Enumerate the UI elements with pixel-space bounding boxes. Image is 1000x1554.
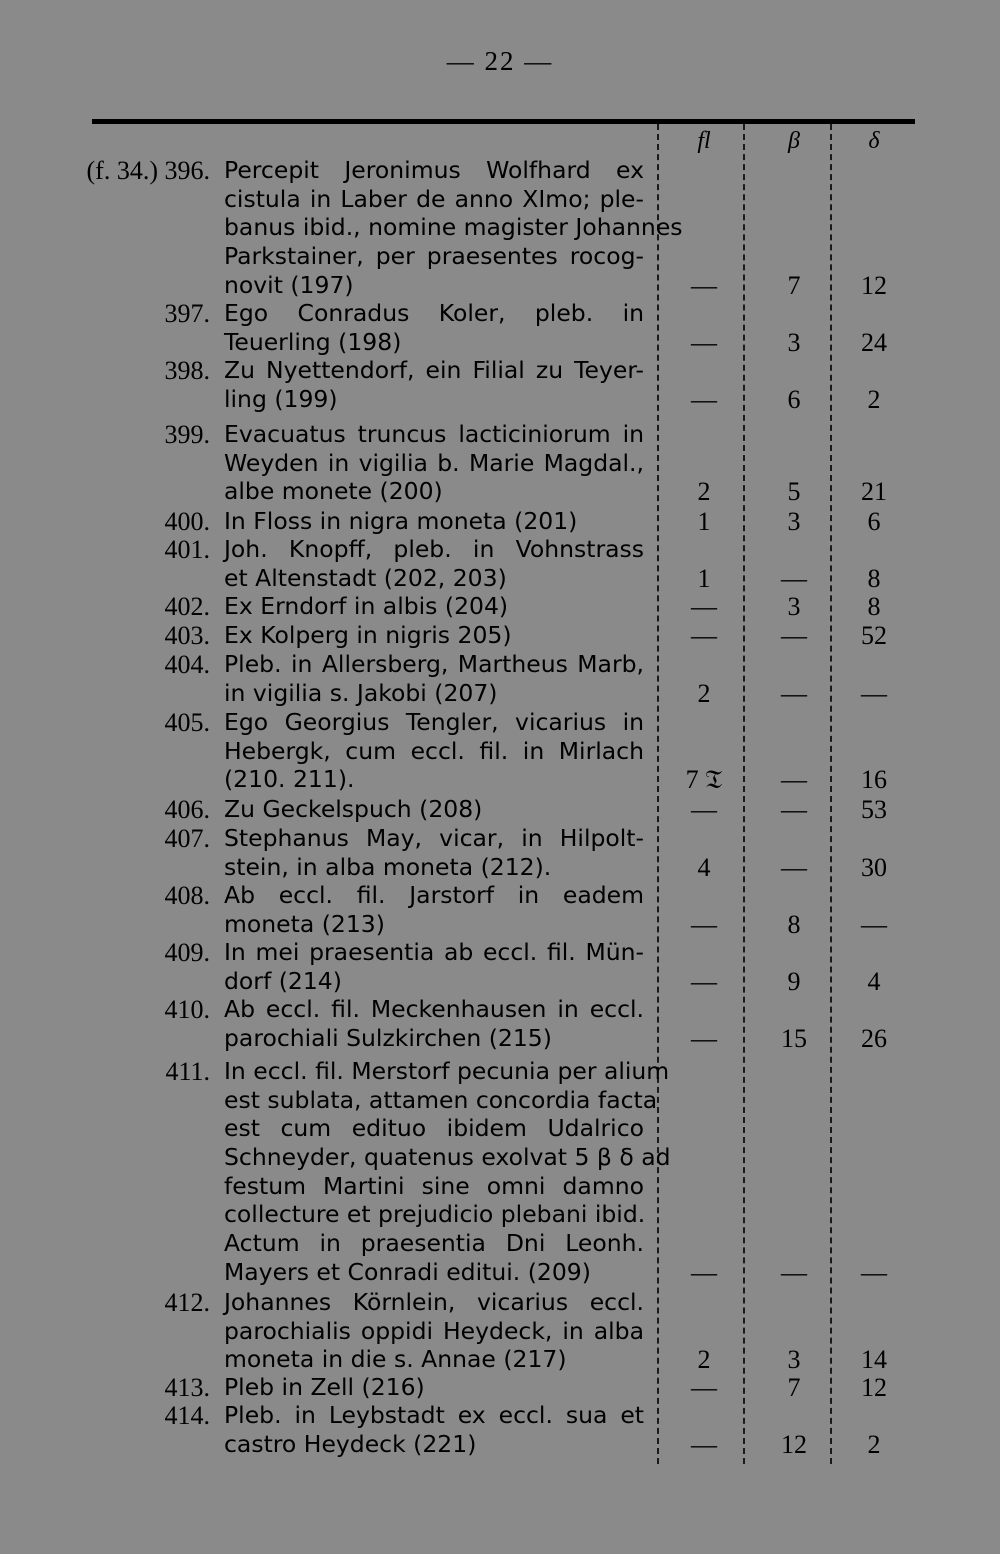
amount-gulden: — — [691, 327, 717, 357]
amount-denar: 2 — [867, 1429, 881, 1459]
amount-denar: — — [861, 1257, 887, 1287]
entry-text-line: et Altenstadt (202, 203) — [224, 563, 507, 592]
amount-shilling: 6 — [787, 384, 801, 414]
amount-gulden: — — [691, 384, 717, 414]
entry-number: 404. — [164, 650, 210, 679]
entry-text-line: Ego Georgius Tengler, vicarius in — [224, 708, 644, 736]
entry-number: 398. — [164, 356, 210, 385]
entry-text-line: Pleb. in Allersberg, Martheus Marb, — [224, 650, 644, 678]
entry-text — [224, 708, 644, 794]
column-divider — [657, 124, 660, 1464]
entry-text — [224, 299, 644, 356]
entry-text-line: Ex Erndorf in albis (204) — [224, 592, 509, 620]
amount-denar: 53 — [861, 795, 887, 824]
entry-text-line: Weyden in vigilia b. Marie Magdal., — [224, 448, 644, 477]
entry-number: 414. — [164, 1401, 210, 1430]
amount-gulden: 1 — [697, 563, 711, 593]
amount-gulden: — — [691, 909, 717, 939]
entry-number: (f. 34.) 396. — [86, 156, 210, 185]
entry-text-line: Percepit Jeronimus Wolfhard ex — [224, 156, 644, 184]
amount-shilling: — — [781, 1257, 807, 1287]
entry-number: 409. — [164, 938, 210, 967]
entry-text — [224, 592, 644, 621]
amount-shilling: 7 — [787, 1373, 801, 1402]
entry-text — [224, 1401, 644, 1458]
entry-text-line: moneta in die s. Annae (217) — [224, 1345, 567, 1374]
entry-text-line: Pleb. in Leybstadt ex eccl. sua et — [224, 1401, 644, 1429]
entry-text — [224, 507, 644, 536]
entry-text-line: dorf (214) — [224, 966, 342, 995]
entry-number: 410. — [164, 995, 210, 1024]
amount-gulden: — — [691, 1257, 717, 1287]
amount-gulden: 2 — [697, 678, 711, 708]
entry-text-line: Joh. Knopff, pleb. in Vohnstrass — [224, 535, 644, 563]
entry-text-line: Ex Kolperg in nigris 205) — [224, 621, 512, 649]
amount-denar: 16 — [861, 765, 887, 795]
entry-text-line: moneta (213) — [224, 909, 385, 938]
column-header-fl: fl — [697, 128, 711, 154]
amount-denar: 21 — [861, 477, 887, 507]
entry-text — [224, 156, 683, 299]
entry-text-line: Zu Geckelspuch (208) — [224, 795, 483, 823]
amount-shilling: 12 — [781, 1429, 807, 1459]
amount-denar: — — [861, 678, 887, 708]
entry-number: 401. — [164, 535, 210, 564]
entry-text — [224, 1057, 671, 1287]
entry-text-line: collecture et prejudicio plebani ibid. — [224, 1200, 646, 1229]
entry-text-line: ling (199) — [224, 384, 338, 413]
entry-text-line: castro Heydeck (221) — [224, 1429, 477, 1458]
amount-gulden: 1 — [697, 507, 711, 536]
entry-text-line: In Floss in nigra moneta (201) — [224, 507, 578, 535]
amount-denar: 12 — [861, 1373, 887, 1402]
entry-number: 407. — [164, 824, 210, 853]
entry-number: 400. — [164, 507, 210, 536]
entry-number: 412. — [164, 1288, 210, 1317]
entry-text — [224, 881, 644, 938]
header-rule — [92, 119, 915, 124]
amount-gulden: — — [691, 592, 717, 621]
entry-text-line: (210. 211). — [224, 765, 355, 794]
entry-number: 399. — [164, 420, 210, 449]
entry-text-line: Mayers et Conradi editui. (209) — [224, 1257, 591, 1286]
amount-gulden: — — [691, 621, 717, 650]
amount-denar: 4 — [867, 966, 881, 996]
column-header-shilling: β — [788, 128, 800, 154]
column-header-denar: δ — [868, 128, 880, 154]
entry-text-line: Actum in praesentia Dni Leonh. — [224, 1229, 644, 1258]
amount-denar: 14 — [861, 1345, 887, 1375]
entry-number: 405. — [164, 708, 210, 737]
entry-text-line: In mei praesentia ab eccl. fil. Mün- — [224, 938, 644, 966]
entry-text — [224, 356, 644, 413]
entry-text-line: In eccl. fil. Merstorf pecunia per alium — [224, 1057, 670, 1085]
amount-shilling: — — [781, 563, 807, 593]
entry-text-line: parochiali Sulzkirchen (215) — [224, 1023, 552, 1052]
entry-text-line: Zu Nyettendorf, ein Filial zu Teyer- — [224, 356, 644, 384]
amount-gulden: 7 𝔗 — [685, 765, 723, 795]
amount-denar: 12 — [861, 270, 887, 300]
entry-number: 403. — [164, 621, 210, 650]
amount-shilling: 8 — [787, 909, 801, 939]
amount-gulden: — — [691, 1023, 717, 1053]
entry-text-line: Schneyder, quatenus exolvat 5 β δ ad — [224, 1143, 671, 1172]
amount-gulden: — — [691, 1429, 717, 1459]
entry-number: 413. — [164, 1373, 210, 1402]
entry-text — [224, 795, 644, 824]
entry-text — [224, 535, 644, 592]
amount-shilling: — — [781, 852, 807, 882]
amount-denar: 8 — [867, 563, 881, 593]
entry-text-line: Ab eccl. fil. Meckenhausen in eccl. — [224, 995, 644, 1023]
entry-text — [224, 1373, 644, 1402]
entry-text-line: Teuerling (198) — [224, 327, 402, 356]
amount-shilling: 7 — [787, 270, 801, 300]
entry-text-line: Stephanus May, vicar, in Hilpolt- — [224, 824, 644, 852]
entry-text-line: est sublata, attamen concordia facta — [224, 1085, 658, 1114]
entry-text-line: banus ibid., nomine magister Johannes — [224, 213, 683, 242]
amount-denar: 24 — [861, 327, 887, 357]
entry-text — [224, 824, 644, 881]
amount-gulden: 2 — [697, 1345, 711, 1375]
entry-text-line: albe monete (200) — [224, 477, 443, 506]
entry-text — [224, 420, 644, 506]
entry-text — [224, 621, 644, 650]
entry-number: 402. — [164, 592, 210, 621]
entry-text — [224, 995, 644, 1052]
amount-shilling: 3 — [787, 327, 801, 357]
amount-denar: 8 — [867, 592, 881, 621]
page-header: — 22 — — [446, 46, 554, 76]
entry-text-line: Hebergk, cum eccl. fil. in Mirlach — [224, 736, 644, 765]
amount-denar: 30 — [861, 852, 887, 882]
amount-denar: 2 — [867, 384, 881, 414]
amount-denar: — — [861, 909, 887, 939]
amount-shilling: — — [781, 678, 807, 708]
amount-shilling: — — [781, 765, 807, 795]
entry-text-line: Evacuatus truncus lacticiniorum in — [224, 420, 644, 448]
entry-text-line: est cum edituo ibidem Udalrico — [224, 1114, 644, 1143]
entry-text-line: Ego Conradus Koler, pleb. in — [224, 299, 644, 327]
amount-shilling: 15 — [781, 1023, 807, 1053]
amount-gulden: — — [691, 1373, 717, 1402]
amount-gulden: 4 — [697, 852, 711, 882]
entry-text-line: Johannes Körnlein, vicarius eccl. — [224, 1288, 644, 1316]
amount-denar: 52 — [861, 621, 887, 650]
entry-text — [224, 938, 644, 995]
amount-shilling: 3 — [787, 592, 801, 621]
entry-number: 397. — [164, 299, 210, 328]
entry-text — [224, 1288, 644, 1374]
entry-text-line: cistula in Laber de anno XImo; ple- — [224, 184, 644, 213]
entry-text-line: Pleb in Zell (216) — [224, 1373, 425, 1401]
amount-gulden: — — [691, 966, 717, 996]
amount-shilling: 3 — [787, 507, 801, 536]
entry-text-line: novit (197) — [224, 270, 354, 299]
amount-shilling: 9 — [787, 966, 801, 996]
entry-text-line: in vigilia s. Jakobi (207) — [224, 678, 498, 707]
entry-text-line: Parkstainer, per praesentes rocog- — [224, 242, 644, 271]
amount-shilling: 5 — [787, 477, 801, 507]
entry-text-line: stein, in alba moneta (212). — [224, 852, 552, 881]
amount-shilling: — — [781, 795, 807, 824]
amount-denar: 26 — [861, 1023, 887, 1053]
amount-gulden: — — [691, 795, 717, 824]
entry-number: 408. — [164, 881, 210, 910]
amount-denar: 6 — [867, 507, 881, 536]
entry-number: 406. — [164, 795, 210, 824]
entry-text-line: festum Martini sine omni damno — [224, 1171, 644, 1200]
amount-shilling: 3 — [787, 1345, 801, 1375]
entry-text-line: Ab eccl. fil. Jarstorf in eadem — [224, 881, 644, 909]
amount-shilling: — — [781, 621, 807, 650]
amount-gulden: — — [691, 270, 717, 300]
amount-gulden: 2 — [697, 477, 711, 507]
entry-text-line: parochialis oppidi Heydeck, in alba — [224, 1316, 644, 1345]
entry-text — [224, 650, 644, 707]
entry-number: 411. — [165, 1057, 210, 1086]
